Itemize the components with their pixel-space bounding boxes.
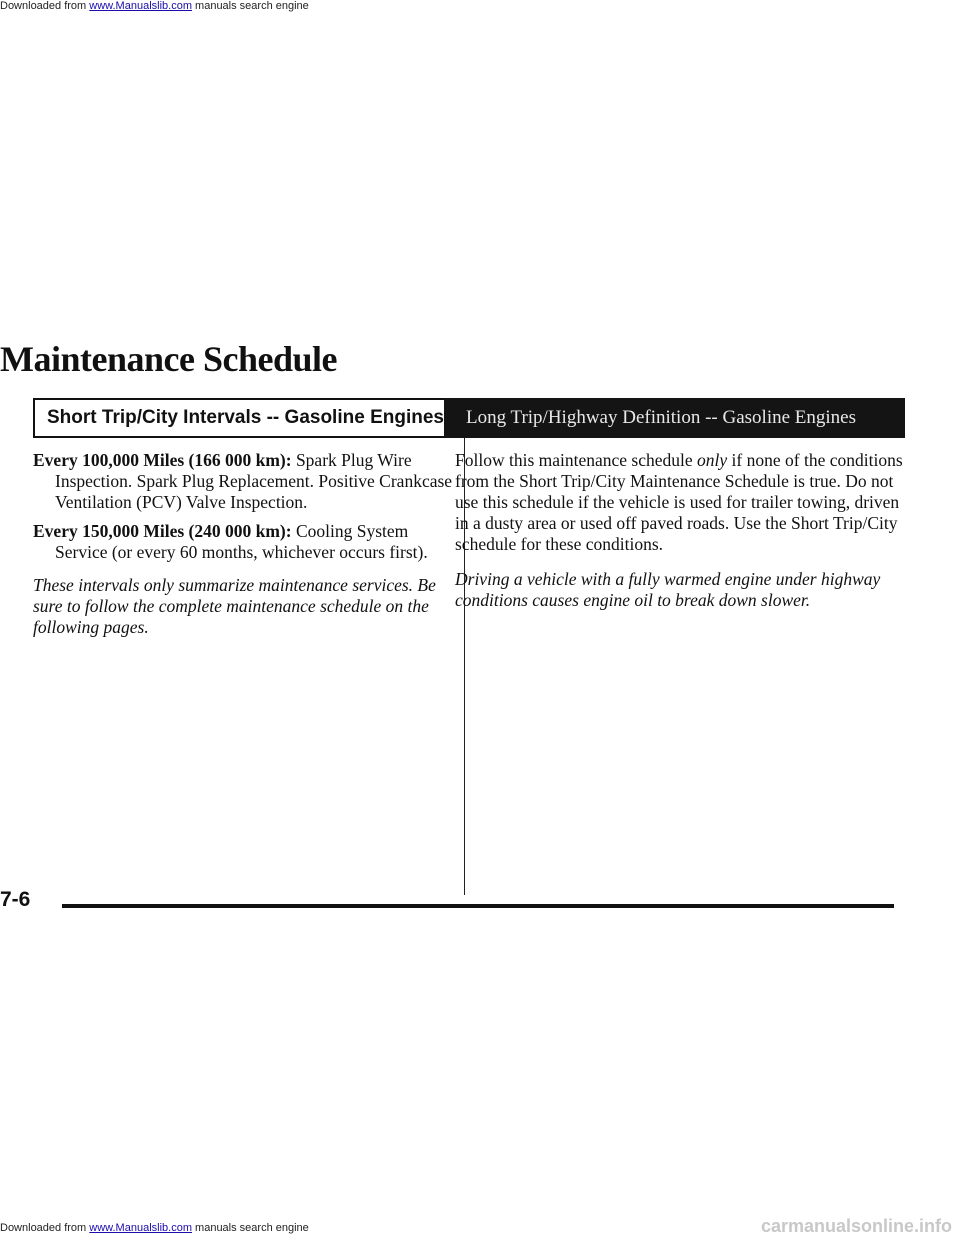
- page-title: Maintenance Schedule: [0, 339, 337, 379]
- summary-note: These intervals only summarize maintenance services. Be sure to follow the complete maintenance schedule on the following pages.: [33, 575, 436, 637]
- para-text: Follow this maintenance schedule: [455, 450, 698, 470]
- long-trip-heading: Long Trip/Highway Definition -- Gasoline Engines: [444, 398, 905, 438]
- long-trip-section: [455, 398, 905, 611]
- manualslib-link[interactable]: www.Manualslib.com: [89, 0, 192, 12]
- long-trip-paragraph: [455, 450, 905, 555]
- footer-rule: [62, 904, 894, 908]
- interval-entry-100k: [33, 450, 453, 513]
- interval-text: Cooling System Service (or every 60 months, whichever occurs first).: [55, 521, 428, 562]
- banner-suffix: manuals search engine: [191, 1222, 309, 1234]
- manualslib-link[interactable]: www.Manualslib.com: [89, 1222, 192, 1234]
- download-banner: [0, 0, 309, 12]
- interval-lead: Every 100,000 Miles (166 000 km):: [33, 450, 292, 470]
- interval-entry-150k: [33, 521, 453, 563]
- download-banner-bottom: [0, 1222, 309, 1234]
- long-trip-body: [455, 450, 905, 611]
- banner-prefix: Downloaded from: [0, 0, 90, 12]
- short-trip-body: [33, 450, 453, 638]
- interval-lead: Every 150,000 Miles (240 000 km):: [33, 521, 292, 541]
- emphasis-only: only: [697, 450, 728, 470]
- long-trip-note: Driving a vehicle with a fully warmed engine under highway conditions causes engine oil to break down slower.: [455, 569, 881, 610]
- banner-prefix: Downloaded from: [0, 1222, 90, 1234]
- site-watermark: carmanualsonline.info: [760, 1216, 952, 1236]
- interval-text: Spark Plug Wire Inspection. Spark Plug Replacement. Positive Crankcase Ventilation (PCV) Valve Inspection.: [55, 450, 453, 512]
- short-trip-heading: Short Trip/City Intervals -- Gasoline Engines: [33, 398, 453, 438]
- page-number: 7-6: [0, 888, 31, 911]
- short-trip-section: [33, 398, 453, 638]
- banner-suffix: manuals search engine: [191, 0, 309, 12]
- para-text: if none of the conditions from the Short Trip/City Maintenance Schedule is true. Do not use this schedule if the vehicle is used for trailer towing, driven in a dusty area or used off paved roads. Use the Short Trip/City schedule for these conditions.: [455, 450, 903, 554]
